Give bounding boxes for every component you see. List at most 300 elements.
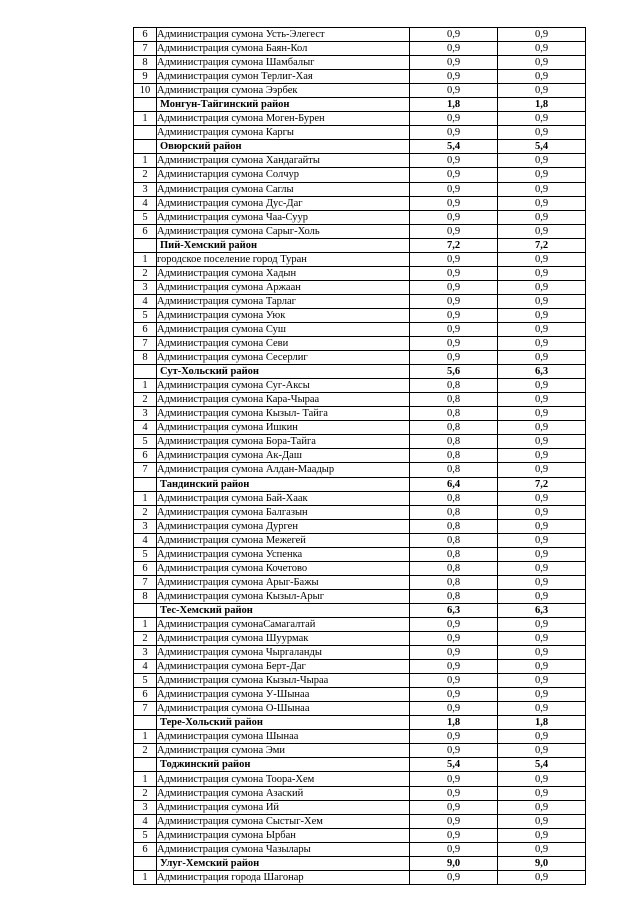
table-row (134, 589, 586, 603)
table-row (134, 632, 586, 646)
row-number: 2 (134, 266, 157, 280)
row-number: 1 (134, 870, 157, 884)
row-number: 3 (134, 280, 157, 294)
value-column-1: 0,8 (410, 575, 498, 589)
value-column-2: 0,9 (498, 252, 586, 266)
value-column-2: 1,8 (498, 98, 586, 112)
table-row (134, 154, 586, 168)
table-row (134, 70, 586, 84)
table-row (134, 828, 586, 842)
value-column-2: 0,9 (498, 617, 586, 631)
table-row (134, 505, 586, 519)
row-number: 4 (134, 294, 157, 308)
district-row (134, 238, 586, 252)
administration-name: Администрация сумона Суш (157, 322, 410, 336)
value-column-2: 5,4 (498, 758, 586, 772)
district-name: Пий-Хемский район (157, 238, 410, 252)
row-number: 4 (134, 660, 157, 674)
value-column-2: 0,9 (498, 870, 586, 884)
administration-name: Администрация сумона Хандагайты (157, 154, 410, 168)
row-number (134, 716, 157, 730)
table-row (134, 842, 586, 856)
value-column-1: 0,9 (410, 126, 498, 140)
value-column-1: 0,9 (410, 688, 498, 702)
administration-name: Администрация сумона Бора-Тайга (157, 435, 410, 449)
value-column-1: 0,9 (410, 730, 498, 744)
value-column-2: 0,9 (498, 491, 586, 505)
value-column-1: 5,6 (410, 365, 498, 379)
row-number: 5 (134, 435, 157, 449)
table-row (134, 561, 586, 575)
value-column-2: 0,9 (498, 814, 586, 828)
administration-name: Администрация сумона Кызыл- Тайга (157, 407, 410, 421)
value-column-2: 0,9 (498, 435, 586, 449)
administration-name: Администрация сумона Шамбалыг (157, 56, 410, 70)
table-row (134, 42, 586, 56)
administration-name: Администрация сумона Ак-Даш (157, 449, 410, 463)
row-number: 1 (134, 112, 157, 126)
value-column-2: 0,9 (498, 730, 586, 744)
district-name: Тоджинский район (157, 758, 410, 772)
value-column-2: 0,9 (498, 702, 586, 716)
row-number: 8 (134, 56, 157, 70)
row-number: 1 (134, 491, 157, 505)
value-column-2: 0,9 (498, 561, 586, 575)
value-column-2: 7,2 (498, 477, 586, 491)
administration-name: Администрация сумона Сесерлиг (157, 351, 410, 365)
value-column-2: 0,9 (498, 772, 586, 786)
value-column-2: 0,9 (498, 393, 586, 407)
value-column-1: 0,9 (410, 800, 498, 814)
district-row (134, 716, 586, 730)
row-number: 6 (134, 842, 157, 856)
administration-name: Администрация города Шагонар (157, 870, 410, 884)
table-row (134, 435, 586, 449)
table-row (134, 617, 586, 631)
row-number: 4 (134, 196, 157, 210)
value-column-2: 0,9 (498, 42, 586, 56)
table-row (134, 547, 586, 561)
document-page (133, 27, 585, 885)
value-column-2: 0,9 (498, 842, 586, 856)
value-column-1: 0,9 (410, 266, 498, 280)
row-number: 3 (134, 646, 157, 660)
table-row (134, 533, 586, 547)
row-number: 10 (134, 84, 157, 98)
row-number: 2 (134, 168, 157, 182)
value-column-1: 0,9 (410, 182, 498, 196)
table-row (134, 294, 586, 308)
row-number: 6 (134, 561, 157, 575)
table-row (134, 407, 586, 421)
row-number: 9 (134, 70, 157, 84)
row-number (134, 126, 157, 140)
row-number: 5 (134, 828, 157, 842)
value-column-2: 0,9 (498, 421, 586, 435)
value-column-2: 0,9 (498, 674, 586, 688)
value-column-1: 0,8 (410, 407, 498, 421)
table-row (134, 210, 586, 224)
value-column-2: 0,9 (498, 168, 586, 182)
value-column-2: 6,3 (498, 365, 586, 379)
table-row (134, 575, 586, 589)
administration-name: Администрация сумона У-Шынаа (157, 688, 410, 702)
table-row (134, 463, 586, 477)
value-column-2: 0,9 (498, 744, 586, 758)
row-number: 2 (134, 744, 157, 758)
value-column-2: 0,9 (498, 182, 586, 196)
row-number: 6 (134, 224, 157, 238)
administration-name: Администрация сумона Саглы (157, 182, 410, 196)
row-number: 6 (134, 322, 157, 336)
administration-name: Администрация сумон Терлиг-Хая (157, 70, 410, 84)
administration-name: Администрация сумона Баян-Кол (157, 42, 410, 56)
administration-name: Администрация сумона Успенка (157, 547, 410, 561)
table-row (134, 491, 586, 505)
value-column-1: 5,4 (410, 758, 498, 772)
table-row (134, 224, 586, 238)
row-number: 2 (134, 393, 157, 407)
value-column-1: 0,8 (410, 435, 498, 449)
row-number: 3 (134, 519, 157, 533)
row-number: 6 (134, 688, 157, 702)
row-number: 7 (134, 463, 157, 477)
administration-name: Администрация сумона Берт-Даг (157, 660, 410, 674)
value-column-1: 0,9 (410, 828, 498, 842)
table-row (134, 252, 586, 266)
value-column-1: 0,8 (410, 505, 498, 519)
value-column-1: 0,8 (410, 449, 498, 463)
row-number: 3 (134, 800, 157, 814)
row-number: 5 (134, 674, 157, 688)
table-row (134, 56, 586, 70)
administration-name: Администрация сумона Кочетово (157, 561, 410, 575)
administration-name: Администрация сумона Кызыл-Арыг (157, 589, 410, 603)
value-column-2: 0,9 (498, 688, 586, 702)
value-column-1: 0,8 (410, 421, 498, 435)
value-column-2: 0,9 (498, 294, 586, 308)
value-column-2: 0,9 (498, 505, 586, 519)
administration-name: Администрация сумона Балгазын (157, 505, 410, 519)
value-column-1: 0,9 (410, 112, 498, 126)
value-column-2: 0,9 (498, 126, 586, 140)
row-number: 4 (134, 533, 157, 547)
table-row (134, 112, 586, 126)
table-row (134, 337, 586, 351)
value-column-1: 7,2 (410, 238, 498, 252)
row-number: 5 (134, 547, 157, 561)
value-column-1: 0,9 (410, 842, 498, 856)
value-column-1: 0,9 (410, 84, 498, 98)
row-number (134, 758, 157, 772)
administration-name: Администрация сумона Сыстыг-Хем (157, 814, 410, 828)
value-column-2: 0,9 (498, 632, 586, 646)
table-row (134, 730, 586, 744)
value-column-2: 0,9 (498, 196, 586, 210)
district-row (134, 98, 586, 112)
row-number: 1 (134, 154, 157, 168)
district-name: Монгун-Тайгинский район (157, 98, 410, 112)
value-column-1: 6,3 (410, 603, 498, 617)
row-number: 4 (134, 814, 157, 828)
administration-name: Администрация сумона Сарыг-Холь (157, 224, 410, 238)
district-row (134, 365, 586, 379)
value-column-1: 0,9 (410, 870, 498, 884)
value-column-1: 0,8 (410, 589, 498, 603)
value-column-1: 0,9 (410, 814, 498, 828)
table-row (134, 126, 586, 140)
value-column-1: 0,9 (410, 617, 498, 631)
row-number: 1 (134, 379, 157, 393)
value-column-1: 1,8 (410, 716, 498, 730)
value-column-1: 0,9 (410, 337, 498, 351)
value-column-1: 9,0 (410, 856, 498, 870)
row-number: 7 (134, 337, 157, 351)
value-column-1: 0,8 (410, 533, 498, 547)
value-column-1: 0,9 (410, 252, 498, 266)
table-row (134, 870, 586, 884)
table-row (134, 744, 586, 758)
value-column-2: 0,9 (498, 828, 586, 842)
value-column-2: 5,4 (498, 140, 586, 154)
administration-name: Администрация сумона Чыргаланды (157, 646, 410, 660)
administration-name: Администрация сумона Суг-Аксы (157, 379, 410, 393)
value-column-1: 0,8 (410, 463, 498, 477)
row-number (134, 603, 157, 617)
value-column-1: 0,9 (410, 660, 498, 674)
value-column-2: 0,9 (498, 154, 586, 168)
administration-name: Администрация сумона Кара-Чыраа (157, 393, 410, 407)
value-column-1: 0,9 (410, 56, 498, 70)
value-column-2: 0,9 (498, 280, 586, 294)
row-number: 7 (134, 702, 157, 716)
value-column-2: 0,9 (498, 266, 586, 280)
value-column-2: 0,9 (498, 337, 586, 351)
row-number: 2 (134, 632, 157, 646)
table-row (134, 660, 586, 674)
value-column-2: 0,9 (498, 351, 586, 365)
value-column-1: 0,9 (410, 42, 498, 56)
row-number: 5 (134, 210, 157, 224)
value-column-1: 0,9 (410, 322, 498, 336)
value-column-1: 0,8 (410, 491, 498, 505)
value-column-1: 0,9 (410, 674, 498, 688)
administration-name: Администрация сумона Кызыл-Чыраа (157, 674, 410, 688)
administration-name: Администрация сумона Межегей (157, 533, 410, 547)
value-column-1: 0,9 (410, 196, 498, 210)
district-name: Сут-Хольский район (157, 365, 410, 379)
administration-name: Администрация сумона Аржаан (157, 280, 410, 294)
value-column-2: 0,9 (498, 28, 586, 42)
row-number: 5 (134, 308, 157, 322)
value-column-1: 0,9 (410, 154, 498, 168)
administration-name: Администрация сумона Шынаа (157, 730, 410, 744)
district-row (134, 856, 586, 870)
value-column-1: 0,8 (410, 393, 498, 407)
value-column-1: 0,9 (410, 168, 498, 182)
administration-name: Администрация сумона Уюк (157, 308, 410, 322)
administration-name: Администрация сумона Чазылары (157, 842, 410, 856)
table-row (134, 772, 586, 786)
value-column-2: 0,9 (498, 70, 586, 84)
value-column-2: 6,3 (498, 603, 586, 617)
value-column-1: 6,4 (410, 477, 498, 491)
value-column-1: 0,9 (410, 772, 498, 786)
district-row (134, 758, 586, 772)
table-row (134, 28, 586, 42)
row-number (134, 365, 157, 379)
table-row (134, 322, 586, 336)
value-column-2: 0,9 (498, 519, 586, 533)
table-row (134, 308, 586, 322)
row-number: 3 (134, 182, 157, 196)
row-number: 1 (134, 252, 157, 266)
table-row (134, 646, 586, 660)
value-column-2: 9,0 (498, 856, 586, 870)
table-row (134, 688, 586, 702)
value-column-2: 0,9 (498, 56, 586, 70)
table-row (134, 800, 586, 814)
value-column-2: 0,9 (498, 786, 586, 800)
value-column-1: 5,4 (410, 140, 498, 154)
value-column-1: 0,9 (410, 28, 498, 42)
value-column-2: 0,9 (498, 646, 586, 660)
value-column-1: 0,9 (410, 646, 498, 660)
value-column-1: 0,9 (410, 702, 498, 716)
administration-name: Администрация сумона Дус-Даг (157, 196, 410, 210)
table-row (134, 84, 586, 98)
table-row (134, 168, 586, 182)
value-column-2: 7,2 (498, 238, 586, 252)
administration-name: Администрация сумона Моген-Бурен (157, 112, 410, 126)
table-row (134, 379, 586, 393)
value-column-2: 0,9 (498, 379, 586, 393)
row-number: 6 (134, 28, 157, 42)
district-name: Улуг-Хемский район (157, 856, 410, 870)
administration-name: Администрация сумона Усть-Элегест (157, 28, 410, 42)
allocation-table (133, 27, 586, 885)
administration-name: Администрация сумона Ээрбек (157, 84, 410, 98)
row-number: 6 (134, 449, 157, 463)
value-column-2: 0,9 (498, 322, 586, 336)
table-body (134, 28, 586, 885)
row-number: 4 (134, 421, 157, 435)
row-number: 2 (134, 786, 157, 800)
value-column-2: 0,9 (498, 660, 586, 674)
administration-name: Администрация сумона Чаа-Суур (157, 210, 410, 224)
administration-name: Администрация сумона Ий (157, 800, 410, 814)
table-row (134, 266, 586, 280)
value-column-1: 0,9 (410, 70, 498, 84)
district-name: Овюрский район (157, 140, 410, 154)
administration-name: Администрация сумона Тарлаг (157, 294, 410, 308)
row-number: 8 (134, 589, 157, 603)
district-name: Тере-Хольский район (157, 716, 410, 730)
value-column-2: 0,9 (498, 210, 586, 224)
value-column-1: 0,8 (410, 547, 498, 561)
value-column-1: 0,8 (410, 379, 498, 393)
table-row (134, 280, 586, 294)
administration-name: Администрация сумона Севи (157, 337, 410, 351)
district-row (134, 140, 586, 154)
table-row (134, 702, 586, 716)
value-column-2: 0,9 (498, 407, 586, 421)
administration-name: Администрация сумона Дурген (157, 519, 410, 533)
administration-name: Администрация сумона Каргы (157, 126, 410, 140)
row-number: 3 (134, 407, 157, 421)
district-name: Тес-Хемский район (157, 603, 410, 617)
table-row (134, 421, 586, 435)
table-row (134, 351, 586, 365)
value-column-2: 0,9 (498, 112, 586, 126)
row-number (134, 238, 157, 252)
row-number: 1 (134, 772, 157, 786)
table-row (134, 393, 586, 407)
administration-name: городское поселение город Туран (157, 252, 410, 266)
administration-name: Администрация сумона Шуурмак (157, 632, 410, 646)
table-row (134, 814, 586, 828)
value-column-1: 0,9 (410, 632, 498, 646)
administration-name: Администрация сумона Арыг-Бажы (157, 575, 410, 589)
value-column-1: 0,9 (410, 786, 498, 800)
table-row (134, 182, 586, 196)
administration-name: Администарция сумона Солчур (157, 168, 410, 182)
administration-name: Администрация сумона Эми (157, 744, 410, 758)
administration-name: Администрация сумона Алдан-Маадыр (157, 463, 410, 477)
row-number: 7 (134, 42, 157, 56)
value-column-1: 0,9 (410, 280, 498, 294)
administration-name: Администрация сумона Ырбан (157, 828, 410, 842)
table-row (134, 196, 586, 210)
value-column-2: 0,9 (498, 224, 586, 238)
table-row (134, 674, 586, 688)
value-column-1: 0,9 (410, 308, 498, 322)
value-column-2: 0,9 (498, 463, 586, 477)
table-row (134, 449, 586, 463)
value-column-1: 0,8 (410, 519, 498, 533)
value-column-1: 0,9 (410, 351, 498, 365)
row-number (134, 98, 157, 112)
value-column-1: 0,9 (410, 210, 498, 224)
value-column-1: 0,8 (410, 561, 498, 575)
row-number (134, 140, 157, 154)
table-row (134, 786, 586, 800)
row-number (134, 856, 157, 870)
administration-name: Администрация сумона О-Шынаа (157, 702, 410, 716)
value-column-2: 0,9 (498, 533, 586, 547)
district-row (134, 477, 586, 491)
administration-name: Администрация сумона Азаский (157, 786, 410, 800)
administration-name: Администрация сумонаСамагалтай (157, 617, 410, 631)
district-row (134, 603, 586, 617)
row-number: 1 (134, 730, 157, 744)
administration-name: Администрация сумона Хадын (157, 266, 410, 280)
value-column-1: 0,9 (410, 224, 498, 238)
value-column-2: 1,8 (498, 716, 586, 730)
value-column-2: 0,9 (498, 589, 586, 603)
value-column-2: 0,9 (498, 547, 586, 561)
row-number: 7 (134, 575, 157, 589)
value-column-2: 0,9 (498, 308, 586, 322)
district-name: Тандинский район (157, 477, 410, 491)
row-number: 8 (134, 351, 157, 365)
administration-name: Администрация сумона Ишкин (157, 421, 410, 435)
value-column-2: 0,9 (498, 449, 586, 463)
table-row (134, 519, 586, 533)
row-number: 2 (134, 505, 157, 519)
value-column-2: 0,9 (498, 84, 586, 98)
value-column-1: 0,9 (410, 294, 498, 308)
